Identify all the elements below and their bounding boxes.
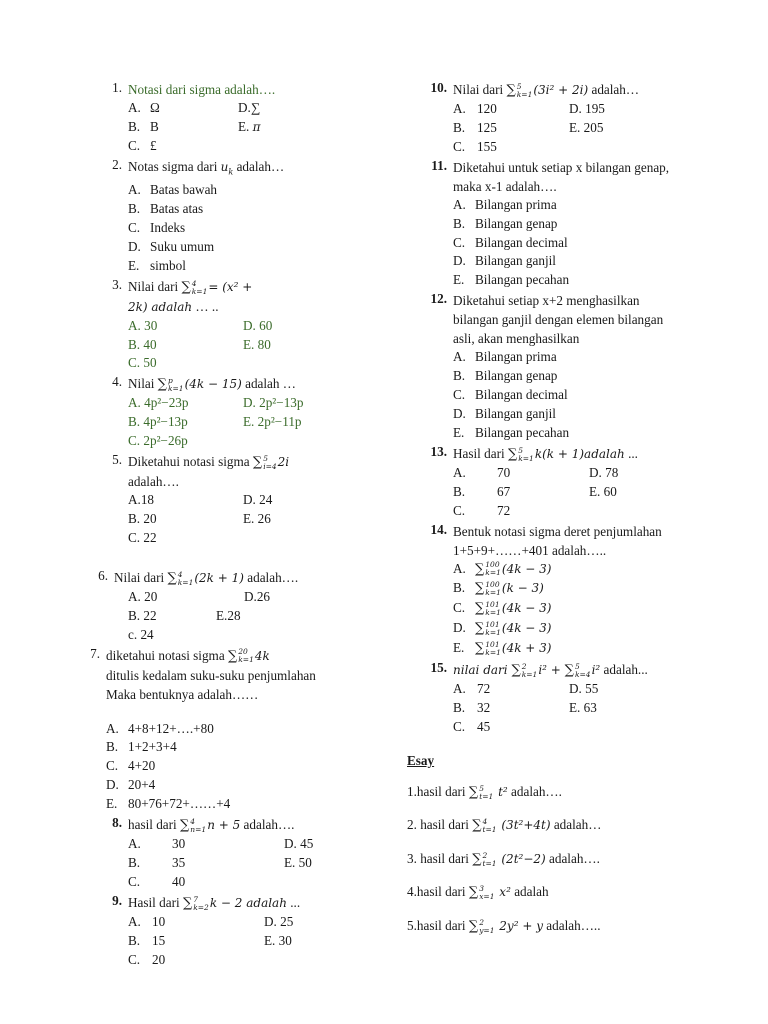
answer-options bbox=[128, 491, 405, 548]
sigma-upper-limit: 2 bbox=[521, 662, 527, 671]
essay-question-5: 5.hasil dari ∑ 2 y=1 2y² + y adalah….. bbox=[407, 917, 601, 935]
sigma-lower-limit: k=1 bbox=[485, 648, 501, 658]
sigma-upper-limit: 5 bbox=[263, 454, 268, 464]
sigma-upper-limit: 100 bbox=[485, 580, 500, 590]
question-stem: Hasil dari ∑ 5 k=1 k(k + 1)adalah ... bbox=[453, 445, 638, 463]
sigma-lower-limit: k=1 bbox=[485, 628, 501, 638]
sigma-symbol: ∑ p k=1 bbox=[157, 376, 184, 394]
left-column bbox=[90, 80, 405, 970]
sigma-symbol: ∑ 100 k=1 bbox=[475, 560, 501, 578]
sigma-symbol: ∑ 20 k=1 bbox=[227, 647, 254, 665]
question-number: 11. bbox=[431, 157, 447, 173]
sigma-lower-limit: k=1 bbox=[177, 577, 194, 587]
answer-option[interactable]: C. 50 bbox=[128, 355, 157, 371]
question-number: 1. bbox=[112, 80, 122, 95]
answer-option[interactable]: A. ∑ 100 k=1 (4k − 3) bbox=[453, 560, 552, 578]
answer-option[interactable]: E. Bilangan pecahan bbox=[453, 272, 570, 288]
sigma-upper-limit: 7 bbox=[193, 894, 198, 904]
question-number: 8. bbox=[112, 815, 122, 831]
sigma-upper-limit: 4 bbox=[177, 569, 183, 579]
question-stem: Nilai ∑ p k=1 (4k − 15) adalah … bbox=[128, 376, 296, 394]
answer-option[interactable]: A. Ω D.∑ bbox=[128, 100, 261, 115]
question-10 bbox=[425, 80, 725, 157]
answer-option[interactable]: B. 67 E. 60 bbox=[453, 483, 617, 499]
answer-option[interactable]: B. Bilangan genap bbox=[453, 215, 558, 231]
question-number: 6. bbox=[98, 567, 108, 583]
essay-question-3: 3. hasil dari ∑ 2 t=1 (2t²−2) adalah…. bbox=[407, 850, 600, 868]
answer-option[interactable]: B. ∑ 100 k=1 (k − 3) bbox=[453, 580, 544, 598]
sigma-symbol: ∑ 4 n=1 bbox=[180, 817, 207, 835]
answer-option[interactable]: C. 45 bbox=[453, 718, 491, 734]
sigma-symbol: ∑ 2 t=1 bbox=[472, 850, 497, 868]
sigma-upper-limit: 101 bbox=[485, 620, 500, 630]
question-8 bbox=[100, 815, 405, 892]
question-9 bbox=[100, 893, 405, 970]
question-number: 15. bbox=[430, 660, 447, 676]
answer-option[interactable]: C. Indeks bbox=[128, 219, 186, 235]
answer-options bbox=[128, 835, 405, 892]
answer-option[interactable]: B. Batas atas bbox=[128, 201, 204, 217]
answer-option[interactable]: C. 40 bbox=[128, 873, 186, 889]
answer-option[interactable]: C. £ bbox=[128, 137, 157, 153]
answer-options bbox=[453, 464, 725, 521]
answer-options bbox=[128, 99, 405, 156]
question-number: 9. bbox=[112, 892, 122, 908]
question-number: 4. bbox=[112, 374, 122, 390]
answer-option[interactable]: B. 125 E. 205 bbox=[453, 119, 604, 135]
answer-option[interactable]: E. 80+76+72+……+4 bbox=[106, 796, 231, 812]
question-number: 5. bbox=[112, 452, 122, 468]
sigma-lower-limit: t=1 bbox=[482, 825, 497, 835]
question-3 bbox=[100, 277, 405, 374]
answer-option[interactable]: A. Bilangan prima bbox=[453, 196, 557, 212]
answer-option[interactable]: C. Bilangan decimal bbox=[453, 387, 568, 403]
answer-option[interactable]: B. 1+2+3+4 bbox=[106, 739, 177, 755]
sigma-upper-limit: p bbox=[167, 376, 173, 386]
answer-option[interactable]: B. B E. π bbox=[128, 118, 261, 134]
question-2 bbox=[100, 157, 405, 276]
sigma-symbol: ∑ 4 t=1 bbox=[472, 817, 497, 835]
essay-question-2: 2. hasil dari ∑ 4 t=1 (3t²+4t) adalah… bbox=[407, 817, 602, 835]
question-number: 12. bbox=[430, 291, 447, 307]
sigma-upper-limit: 2 bbox=[479, 917, 484, 927]
answer-options bbox=[128, 394, 405, 451]
answer-option[interactable]: A. 120 D. 195 bbox=[453, 101, 605, 116]
answer-option[interactable]: C. 2p²−26p bbox=[128, 433, 188, 449]
answer-option[interactable]: C. 4+20 bbox=[106, 758, 156, 774]
question-stem: Nilai dari ∑ 4 k=1 (2k + 1) adalah…. bbox=[114, 569, 299, 587]
answer-options bbox=[453, 348, 725, 443]
answer-options bbox=[128, 181, 405, 276]
sigma-lower-limit: k=1 bbox=[518, 453, 534, 463]
sigma-symbol: ∑ 2 k=1 bbox=[511, 662, 538, 679]
question-number: 2. bbox=[112, 156, 122, 172]
sigma-lower-limit: k=1 bbox=[485, 568, 501, 578]
question-stem: nilai dari ∑ 2 k=1 i² + ∑ 5 k=4 i² adalah... bbox=[453, 662, 648, 679]
answer-option[interactable]: A. 70 D. 78 bbox=[453, 464, 619, 480]
answer-option[interactable]: D. Bilangan ganjil bbox=[453, 253, 556, 269]
answer-option[interactable]: C. 22 bbox=[128, 529, 157, 545]
sigma-symbol: ∑ 101 k=1 bbox=[475, 600, 501, 618]
sigma-upper-limit: 4 bbox=[482, 817, 488, 827]
sigma-lower-limit: i=4 bbox=[263, 462, 277, 472]
answer-option[interactable]: A. Batas bawah bbox=[128, 182, 218, 198]
answer-option[interactable]: A. 30 D. 45 bbox=[128, 836, 314, 852]
answer-option[interactable]: B. 4p²−13p E. 2p²−11p bbox=[128, 414, 302, 430]
answer-option[interactable]: A. 72 D. 55 bbox=[453, 681, 599, 697]
sigma-lower-limit: k=1 bbox=[485, 608, 501, 618]
question-stem: Hasil dari ∑ 7 k=2 k − 2 adalah ... bbox=[128, 894, 301, 912]
sigma-lower-limit: k=4 bbox=[574, 670, 591, 679]
sigma-upper-limit: 2 bbox=[482, 850, 488, 860]
answer-options bbox=[114, 588, 405, 645]
question-stem: Nilai dari ∑ 4 k=1 = (x² + 2k) adalah … .. bbox=[128, 278, 253, 314]
sigma-lower-limit: k=2 bbox=[193, 902, 209, 912]
sigma-upper-limit: 100 bbox=[485, 560, 500, 570]
answer-option[interactable]: C. 72 bbox=[453, 502, 511, 518]
question-number: 7. bbox=[90, 645, 100, 661]
answer-options bbox=[453, 680, 725, 737]
sigma-symbol: ∑ 2 y=1 bbox=[468, 917, 495, 935]
sigma-upper-limit: 3 bbox=[479, 884, 484, 894]
answer-option[interactable]: C. 155 bbox=[453, 138, 497, 154]
answer-option[interactable]: E. simbol bbox=[128, 257, 186, 273]
essay-title: Esay bbox=[407, 752, 435, 768]
sigma-upper-limit: 20 bbox=[238, 647, 248, 657]
sigma-symbol: ∑ 101 k=1 bbox=[475, 640, 501, 658]
answer-option[interactable]: A. 10 D. 25 bbox=[128, 913, 294, 929]
sigma-upper-limit: 101 bbox=[485, 600, 500, 610]
question-6 bbox=[86, 568, 405, 645]
answer-options bbox=[128, 317, 405, 374]
sigma-symbol: ∑ 100 k=1 bbox=[475, 580, 501, 598]
answer-option[interactable]: C. Bilangan decimal bbox=[453, 234, 568, 250]
essay-question-1: 1.hasil dari ∑ 5 t=1 t² adalah…. bbox=[407, 783, 562, 801]
sigma-lower-limit: t=1 bbox=[482, 858, 497, 868]
question-stem: Notas sigma dari $u_k$ adalah… bbox=[128, 158, 285, 177]
question-12 bbox=[425, 291, 725, 443]
sigma-symbol: ∑ 5 k=1 bbox=[507, 445, 534, 463]
answer-option[interactable]: A. 30 D. 60 bbox=[128, 317, 273, 333]
right-column bbox=[407, 80, 725, 950]
question-number: 13. bbox=[430, 443, 447, 459]
question-4 bbox=[100, 374, 405, 451]
sigma-lower-limit: k=1 bbox=[167, 384, 184, 394]
answer-option[interactable]: B. 15 E. 30 bbox=[128, 932, 292, 948]
answer-option[interactable]: B. 20 E. 26 bbox=[128, 510, 271, 526]
essay-question-4: 4.hasil dari ∑ 3 x=1 x² adalah bbox=[407, 884, 549, 902]
sigma-symbol: ∑ 5 k=1 bbox=[506, 81, 533, 99]
question-15 bbox=[425, 660, 725, 737]
question-number: 3. bbox=[112, 276, 122, 292]
sigma-upper-limit: 5 bbox=[574, 662, 580, 671]
sigma-lower-limit: k=1 bbox=[521, 670, 538, 679]
sigma-upper-limit: 5 bbox=[518, 445, 523, 455]
question-number: 10. bbox=[430, 80, 447, 95]
sigma-lower-limit: x=1 bbox=[479, 892, 495, 902]
sigma-symbol: ∑ 5 t=1 bbox=[468, 783, 494, 801]
question-11 bbox=[425, 158, 725, 291]
answer-option[interactable]: E. Bilangan pecahan bbox=[453, 424, 570, 440]
sigma-upper-limit: 101 bbox=[485, 640, 500, 650]
question-stem: Diketahui setiap x+2 menghasilkan bilangan ganjil dengan elemen bilangan asli, akan menghasilkan bbox=[453, 293, 664, 347]
sigma-upper-limit: 5 bbox=[479, 783, 484, 793]
sigma-lower-limit: n=1 bbox=[190, 825, 207, 835]
question-7 bbox=[78, 646, 405, 815]
sigma-lower-limit: k=1 bbox=[238, 655, 254, 665]
answer-option[interactable]: C. ∑ 101 k=1 (4k − 3) bbox=[453, 600, 552, 618]
question-stem: Bentuk notasi sigma deret penjumlahan 1+5+9+……+401 adalah….. bbox=[453, 523, 662, 558]
answer-option[interactable]: D. 20+4 bbox=[106, 777, 156, 793]
answer-option[interactable]: D. Suku umum bbox=[128, 238, 215, 254]
sigma-symbol: ∑ 5 k=4 bbox=[564, 662, 591, 679]
answer-options bbox=[453, 196, 725, 291]
question-stem: Diketahui untuk setiap x bilangan genap, maka x-1 adalah…. bbox=[453, 159, 670, 194]
answer-option[interactable]: D. Bilangan ganjil bbox=[453, 405, 556, 421]
answer-options bbox=[453, 560, 725, 660]
answer-option[interactable]: B. 40 E. 80 bbox=[128, 336, 271, 352]
sigma-upper-limit: 5 bbox=[516, 81, 522, 91]
sigma-upper-limit: 4 bbox=[191, 278, 197, 288]
answer-option[interactable]: E. ∑ 101 k=1 (4k + 3) bbox=[453, 640, 552, 658]
answer-options bbox=[453, 100, 725, 157]
question-stem: diketahui notasi sigma ∑ 20 k=1 4k ditulis kedalam suku-suku penjumlahan Maka bentuknya adalah…… bbox=[106, 647, 316, 702]
question-stem: hasil dari ∑ 4 n=1 n + 5 adalah…. bbox=[128, 817, 295, 835]
sigma-lower-limit: k=1 bbox=[485, 588, 501, 598]
question-13 bbox=[425, 444, 725, 521]
sigma-upper-limit: 4 bbox=[190, 817, 196, 827]
sigma-symbol: ∑ 5 i=4 bbox=[252, 454, 277, 472]
sigma-symbol: ∑ 3 x=1 bbox=[468, 884, 495, 902]
answer-option[interactable]: B. 32 E. 63 bbox=[453, 699, 597, 715]
answer-option[interactable]: B. Bilangan genap bbox=[453, 368, 558, 384]
answer-option[interactable]: A. 4p²−23p D. 2p²−13p bbox=[128, 395, 304, 411]
sigma-symbol: ∑ 4 k=1 bbox=[167, 569, 194, 587]
sigma-symbol: ∑ 7 k=2 bbox=[182, 894, 209, 912]
answer-option[interactable]: B. 35 E. 50 bbox=[128, 854, 312, 870]
sigma-lower-limit: y=1 bbox=[479, 925, 495, 935]
answer-options bbox=[106, 720, 405, 815]
question-stem: Nilai dari ∑ 5 k=1 (3i² + 2i) adalah… bbox=[453, 81, 640, 99]
answer-option[interactable]: C. 20 bbox=[128, 951, 166, 967]
answer-option[interactable]: c. 24 bbox=[128, 626, 154, 642]
answer-option[interactable]: A. 4+8+12+….+80 bbox=[106, 720, 214, 736]
sigma-lower-limit: k=1 bbox=[191, 286, 208, 296]
question-stem: Notasi dari sigma adalah…. bbox=[128, 82, 276, 97]
question-1 bbox=[100, 80, 405, 156]
sigma-lower-limit: t=1 bbox=[479, 791, 494, 801]
question-14 bbox=[425, 522, 725, 660]
sigma-symbol: ∑ 101 k=1 bbox=[475, 620, 501, 638]
question-number: 14. bbox=[430, 521, 447, 537]
answer-option[interactable]: A. 20 D.26 bbox=[128, 588, 271, 604]
answer-option[interactable]: D. ∑ 101 k=1 (4k − 3) bbox=[453, 620, 552, 638]
question-5 bbox=[100, 452, 405, 548]
question-stem: Diketahui notasi sigma ∑ 5 i=4 2i adalah…. bbox=[128, 454, 290, 490]
answer-option[interactable]: A.18 D. 24 bbox=[128, 492, 273, 508]
sigma-symbol: ∑ 4 k=1 bbox=[181, 278, 208, 296]
answer-options bbox=[128, 913, 405, 970]
answer-option[interactable]: B. 22 E.28 bbox=[128, 607, 241, 623]
answer-option[interactable]: A. Bilangan prima bbox=[453, 349, 557, 365]
sigma-lower-limit: k=1 bbox=[516, 89, 533, 99]
